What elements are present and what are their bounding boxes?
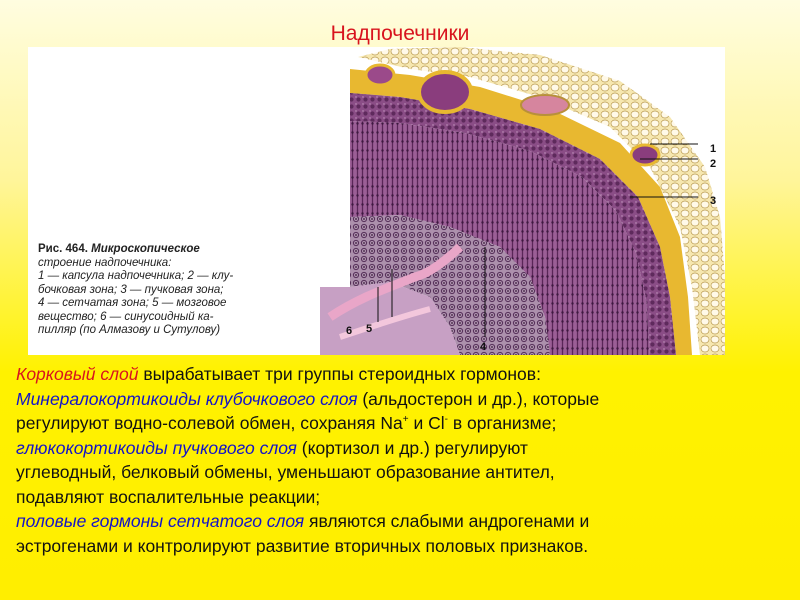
capsule-vessel-4 [631, 145, 659, 165]
caption-line: бочковая зона; 3 — пучковая зона; [38, 283, 224, 296]
caption-line: вещество; 6 — синусоидный ка- [38, 310, 214, 323]
capsule-vessel-2 [366, 65, 394, 85]
caption-line: строение надпочечника: [38, 256, 172, 269]
text-line-7 [16, 509, 788, 534]
text-line-1 [16, 362, 788, 387]
caption-line: пилляр (по Алмазову и Сутулову) [38, 324, 221, 336]
callout-3: 3 [710, 195, 717, 207]
capsule-vessel-3 [521, 95, 569, 115]
caption-line: 1 — капсула надпочечника; 2 — клу- [38, 270, 234, 282]
text-line-2 [16, 387, 788, 412]
caption-head-rest: Микроскопическое [91, 243, 200, 255]
text-fragment: в организме; [448, 413, 557, 433]
text-fragment: (альдостерон и др.), которые [357, 388, 600, 409]
text-line-4 [16, 436, 788, 461]
mineralocorticoids-term: Минералокортикоиды клубочкового слоя [16, 388, 358, 409]
callout-5: 5 [366, 323, 373, 335]
superscript-plus: + [402, 414, 409, 426]
callout-6: 6 [346, 325, 353, 337]
text-fragment: (кортизол и др.) регулируют [296, 437, 528, 458]
text-line-3 [16, 411, 788, 436]
text-line-8: эстрогенами и контролируют развитие вторичных половых признаков. [16, 535, 589, 556]
text-line-5: углеводный, белковый обмены, уменьшают образование антител, [16, 462, 555, 482]
text-fragment: являются слабыми андрогенами и [304, 511, 590, 531]
callout-1: 1 [710, 143, 717, 155]
callout-4: 4 [480, 341, 487, 353]
figure-caption [38, 243, 318, 338]
body-text [16, 362, 788, 558]
caption-head: Рис. 464. [38, 243, 88, 255]
histology-illustration [320, 47, 725, 355]
figure-panel [28, 47, 725, 355]
superscript-minus: - [444, 414, 448, 426]
text-line-6: подавляют воспалительные реакции; [16, 486, 321, 507]
caption-line: 4 — сетчатая зона; 5 — мозговое [38, 297, 227, 309]
text-fragment: и Cl [408, 413, 445, 433]
sex-hormones-term: половые гормоны сетчатого слоя [16, 511, 305, 531]
cortex-term: Корковый слой [16, 364, 139, 384]
capsule-vessel [419, 72, 471, 112]
callout-2: 2 [710, 158, 717, 170]
text-fragment: регулируют водно-солевой обмен, сохраняя Na [16, 413, 403, 433]
text-fragment: вырабатывает три группы стероидных гормонов: [138, 364, 541, 384]
glucocorticoids-term: глюкокортикоиды пучкового слоя [16, 437, 297, 458]
slide-title: Надпочечники [330, 22, 470, 45]
